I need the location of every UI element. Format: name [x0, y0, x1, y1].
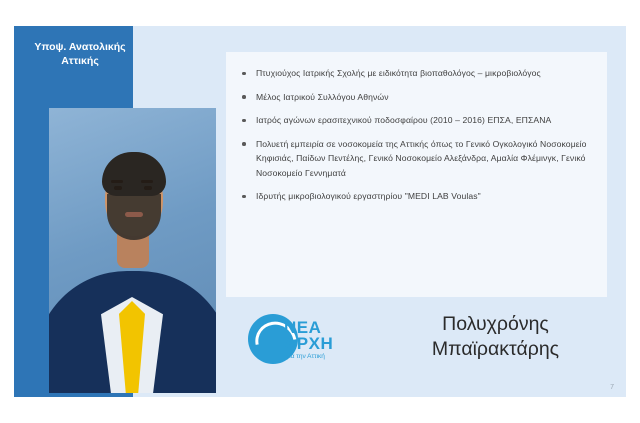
portrait-hair	[102, 152, 166, 196]
logo-line2: ΑΡΧΗ	[284, 334, 334, 353]
logo-tagline: για την Αττική	[286, 353, 325, 360]
logo-line1: ΝΕΑ	[284, 318, 322, 337]
bio-bullet-list	[236, 66, 591, 204]
list-item: Μέλος Ιατρικού Συλλόγου Αθηνών	[236, 90, 591, 105]
list-item: Πολυετή εμπειρία σε νοσοκομεία της Αττικής όπως το Γενικό Ογκολογικό Νοσοκομείο Κηφισιάς, Παίδων Πεντέλης, Γενικό Νοσοκομείο Αλεξάνδρα, Αμαλία Φλέμινγκ, Γενικό Νοσοκομείο Γεννηματά	[236, 137, 591, 181]
candidate-name	[383, 312, 608, 362]
page-number: 7	[610, 384, 614, 391]
portrait-eyebrow-left	[111, 180, 123, 183]
candidate-first-name: Πολυχρόνης	[442, 313, 549, 335]
candidate-portrait	[49, 108, 216, 393]
portrait-eyebrow-right	[141, 180, 153, 183]
candidacy-title: Υποψ. Ανατολικής Αττικής	[34, 41, 126, 67]
portrait-beard	[107, 194, 161, 240]
portrait-eye-left	[114, 186, 122, 190]
list-item: Ιατρός αγώνων ερασιτεχνικού ποδοσφαίρου (2010 – 2016) ΕΠΣΑ, ΕΠΣΑΝΑ	[236, 113, 591, 128]
portrait-mouth	[125, 212, 143, 217]
slide-bottom-margin	[0, 397, 640, 423]
list-item: Ιδρυτής μικροβιολογικού εργαστηρίου "MEDI LAB Voulas"	[236, 189, 591, 204]
slide-top-margin	[0, 0, 640, 26]
list-item: Πτυχιούχος Ιατρικής Σχολής με ειδικότητα βιοπαθολόγος – μικροβιολόγος	[236, 66, 591, 81]
portrait-eye-right	[144, 186, 152, 190]
bio-bullets-box	[226, 52, 607, 297]
candidate-last-name: Μπαϊρακτάρης	[431, 338, 560, 360]
party-logo	[248, 312, 352, 368]
